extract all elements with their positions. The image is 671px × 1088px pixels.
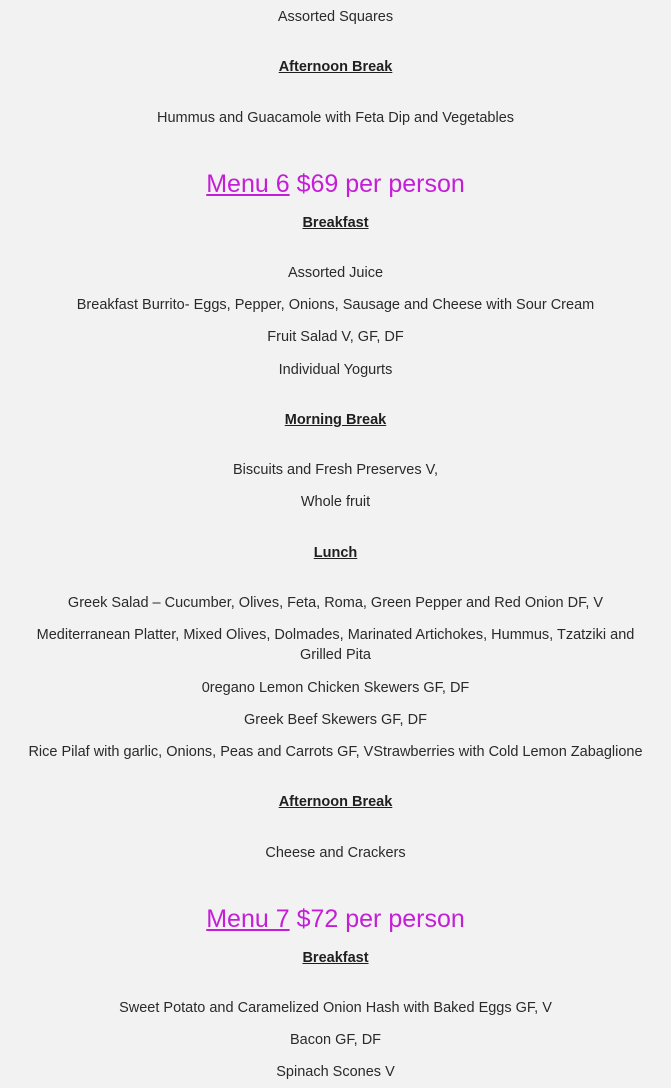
menu-6-price: $69 per person [296,170,465,198]
menu-6-lunch-item: Greek Beef Skewers GF, DF [244,712,427,728]
menu-7-header [0,903,671,935]
menu-7-breakfast-item: Bacon GF, DF [289,1032,382,1048]
menu-7-price: $72 per person [296,905,465,933]
menu-6-breakfast-heading: Breakfast [302,215,369,231]
menu-6-afternoon-break-heading: Afternoon Break [278,794,393,810]
menu-6-lunch-item: Rice Pilaf with garlic, Onions, Peas and Carrots GF, VStrawberries with Cold Lemon Zabaglione [28,744,643,760]
menu-6-title-link[interactable]: Menu 6 [206,170,290,198]
menu-6-morning-break-heading: Morning Break [284,412,387,428]
afternoon-break-heading: Afternoon Break [278,59,393,75]
menu-6-lunch-item: 0regano Lemon Chicken Skewers GF, DF [201,680,470,696]
assorted-squares-item: Assorted Squares [277,9,394,25]
menu-7-breakfast-item: Sweet Potato and Caramelized Onion Hash with Baked Eggs GF, V [119,1000,552,1016]
menu-7-breakfast-heading: Breakfast [302,950,369,966]
afternoon-break-item: Hummus and Guacamole with Feta Dip and Vegetables [156,110,515,126]
menu-6-header [0,168,671,200]
menu-6-breakfast-item: Assorted Juice [287,265,384,281]
menu-6-morning-item: Biscuits and Fresh Preserves V, [233,462,438,478]
menu-6-breakfast-item: Breakfast Burrito- Eggs, Pepper, Onions, Sausage and Cheese with Sour Cream [76,297,595,313]
menu-6-afternoon-item: Cheese and Crackers [265,845,406,861]
menu-6-breakfast-item: Individual Yogurts [278,362,393,378]
menu-6-morning-item: Whole fruit [300,494,371,510]
menu-6-lunch-item: Greek Salad – Cucumber, Olives, Feta, Roma, Green Pepper and Red Onion DF, V [67,595,604,611]
menu-7-title-link[interactable]: Menu 7 [206,905,290,933]
menu-6-lunch-item: Mediterranean Platter, Mixed Olives, Dolmades, Marinated Artichokes, Hummus, Tzatziki and Grilled Pita [36,627,635,663]
menu-6-breakfast-item: Fruit Salad V, GF, DF [267,329,404,345]
menu-6-lunch-heading: Lunch [313,545,358,561]
menu-7-breakfast-item: Spinach Scones V [276,1064,395,1080]
